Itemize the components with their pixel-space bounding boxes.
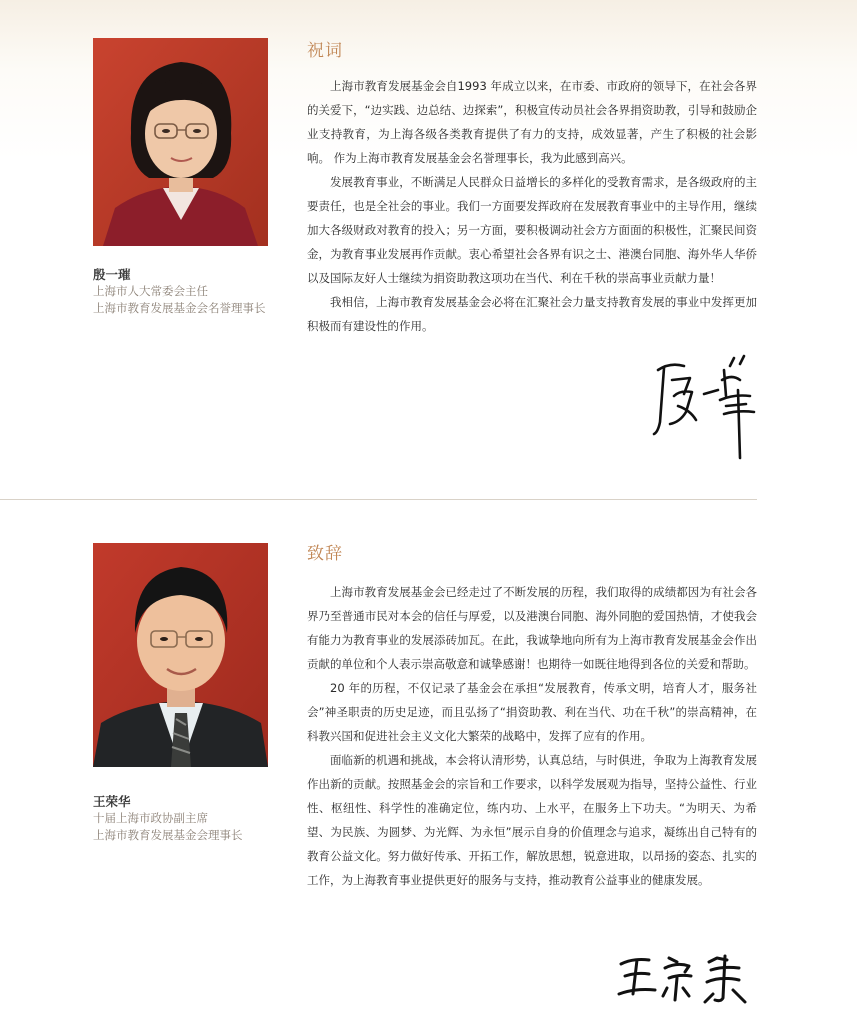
address-section bbox=[0, 500, 857, 1031]
section-heading: 祝词 bbox=[307, 41, 343, 61]
paragraph: 上海市教育发展基金会已经走过了不断发展的历程，我们取得的成绩都因为有社会各界乃至普通市民对本会的信任与厚爱，以及港澳台同胞、海外同胞的爱国热情，才使我会有能力为教育事业的发展添砖加瓦。在此，我诚挚地向所有为上海市教育发展基金会作出贡献的单位和个人表示崇高敬意和诚挚感谢！也期待一如既往地得到各位的关爱和帮助。 bbox=[307, 585, 757, 671]
handwritten-signature bbox=[615, 950, 760, 1005]
section-heading: 致辞 bbox=[307, 544, 343, 564]
person-title: 上海市教育发展基金会理事长 bbox=[93, 828, 243, 842]
portrait-photo bbox=[93, 38, 268, 246]
person-name: 殷一璀 bbox=[93, 267, 131, 282]
person-title: 十届上海市政协副主席 bbox=[93, 811, 208, 825]
paragraph: 发展教育事业，不断满足人民群众日益增长的多样化的受教育需求，是各级政府的主要责任，也是全社会的事业。我们一方面要发挥政府在发展教育事业中的主导作用，继续加大各级财政对教育的投入；另一方面，要积极调动社会方方面面的积极性，汇聚民间资金，为教育事业发展再作贡献。衷心希望社会各界有识之士、港澳台同胞、海外华人华侨以及国际友好人士继续为捐资助教这项功在当代、利在千秋的崇高事业贡献力量！ bbox=[307, 175, 757, 285]
blessing-section bbox=[0, 0, 857, 500]
handwritten-signature bbox=[650, 350, 760, 465]
portrait-wang-ronghua bbox=[93, 543, 268, 767]
person-info bbox=[93, 793, 243, 844]
section-body bbox=[307, 74, 757, 338]
paragraph: 面临新的机遇和挑战，本会将认清形势，认真总结，与时俱进，争取为上海教育发展作出新的贡献。按照基金会的宗旨和工作要求，以科学发展观为指导，坚持公益性、行业性、枢纽性、科学性的准确定位，练内功、上水平，在服务上下功夫。“为明天、为希望、为民族、为圆梦、为光辉、为永恒”展示自身的价值理念与追求，凝练出自己特有的教育公益文化。努力做好传承、开拓工作，解放思想，锐意进取，以昂扬的姿态、扎实的工作，为上海教育事业提供更好的服务与支持，推动教育公益事业的健康发展。 bbox=[307, 753, 757, 887]
person-title: 上海市人大常委会主任 bbox=[93, 284, 208, 298]
person-name: 王荣华 bbox=[93, 794, 131, 809]
paragraph: 我相信，上海市教育发展基金会必将在汇聚社会力量支持教育发展的事业中发挥更加积极而有建设性的作用。 bbox=[307, 295, 757, 333]
section-body bbox=[307, 580, 757, 892]
paragraph: 20 年的历程，不仅记录了基金会在承担“发展教育，传承文明，培育人才，服务社会”神圣职责的历史足迹，而且弘扬了“捐资助教、利在当代、功在千秋”的崇高精神，在科教兴国和促进社会主义文化大繁荣的战略中，发挥了应有的作用。 bbox=[307, 681, 757, 743]
person-info bbox=[93, 266, 266, 317]
portrait-yin-yicui bbox=[93, 38, 268, 246]
person-title: 上海市教育发展基金会名誉理事长 bbox=[93, 301, 266, 315]
portrait-photo bbox=[93, 543, 268, 767]
paragraph: 上海市教育发展基金会自1993 年成立以来，在市委、市政府的领导下，在社会各界的关爱下，“边实践、边总结、边探索”，积极宣传动员社会各界捐资助教，引导和鼓励企业支持教育，为上海各级各类教育提供了有力的支持，成效显著，产生了积极的社会影响。 作为上海市教育发展基金会名誉理事长，我为此感到高兴。 bbox=[307, 79, 757, 165]
